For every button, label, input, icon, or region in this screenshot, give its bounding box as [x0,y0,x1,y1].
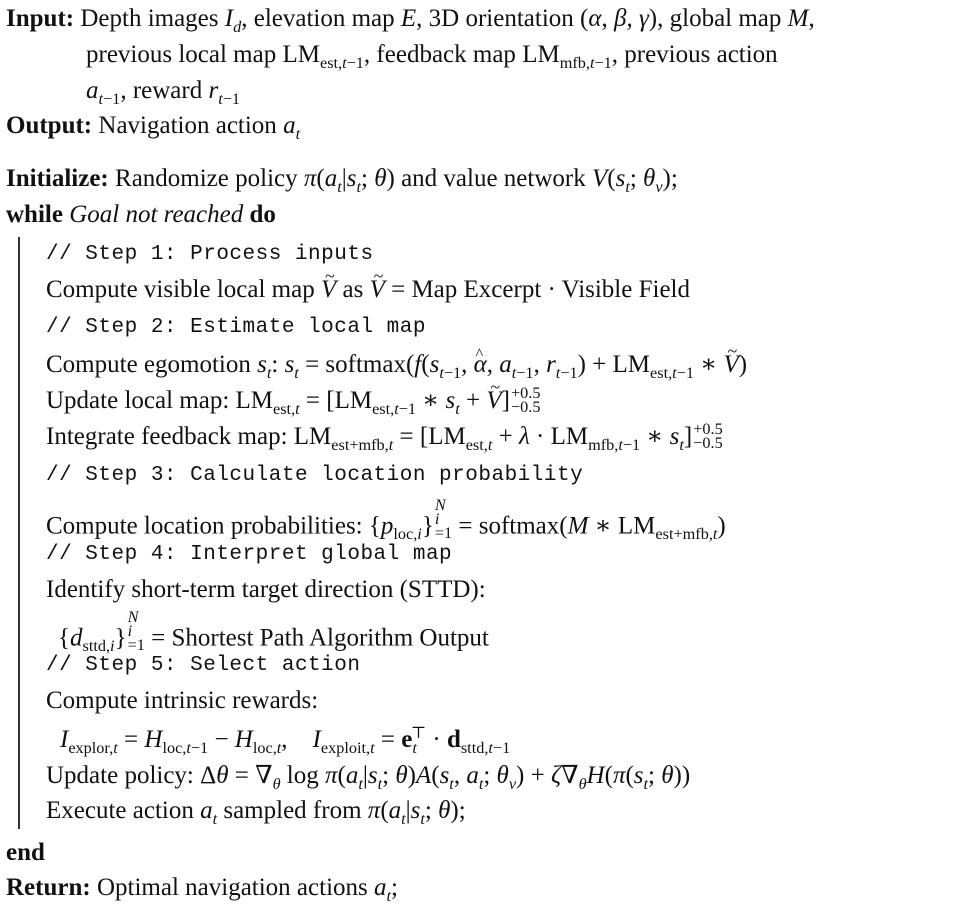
output-keyword: Output: [6,112,93,139]
initialize-keyword: Initialize: [6,165,109,192]
comment-step-3: // Step 3: Calculate location probability [46,464,584,487]
comment-step-5: // Step 5: Select action [46,654,361,677]
end-keyword: end [6,839,45,866]
step-update-policy: Update policy: $\Delta\theta = \nabla_\theta$ $\log \pi(a_t|s_t$; $\theta)A(s_t$, $a_t$; $\theta_v) + \zeta\nabla_\theta H(\pi(s_t$; θ)) [46,762,691,793]
input-line-3: $a_{t-1}$, reward $r_{t-1}$ [86,77,241,108]
step-location-probabilities: Compute location probabilities: $\{p_{loc,i}\}$ N i =1 = softmax(M ∗ $LM_{est+mfb,t}$) [46,496,726,544]
input-line-1: Input: Depth images $I_d$, elevation map E, 3D orientation (α, β, γ), global map M, [6,5,815,36]
return-keyword: Return: [6,874,91,901]
step-egomotion: Compute egomotion $s_t$: $s_t$ = $softmax(f(s_{t-1}$, ^ α, $a_{t-1}$, $r_{t-1}) + LM_{est,t-1}$ ∗ ~ V) [46,350,747,380]
do-keyword: do [249,201,276,228]
comment-step-2: // Step 2: Estimate local map [46,316,426,339]
initialize-line: Initialize: Randomize policy $\pi(a_t|s_t$; θ) and value network $V(s_t$; $\theta_v$); [6,165,678,196]
step-execute-action: Execute action $a_t$ sampled from $\pi(a_t|s_t$; θ); [46,797,466,828]
step-intrinsic-rewards: Compute intrinsic rewards: [46,687,319,714]
step-visible-map: Compute visible local map ~ V as ~ V = Map Excerpt · Visible Field [46,275,690,305]
loop-condition: Goal not reached [69,201,244,228]
step-integrate-feedback: Integrate feedback map: $LM_{est+mfb,t} = [LM_{est,t} + \lambda \cdot LM_{mfb,t-1}$ ∗ $s_t$] +0.5 −0.5 [46,420,723,454]
comment-step-4: // Step 4: Interpret global map [46,543,453,566]
output-line: Output: Navigation action $a_t$ [6,112,301,143]
step-identify-sttd: Identify short-term target direction (STTD): [46,576,486,603]
input-keyword: Input: [6,5,75,32]
while-line [6,200,276,230]
step-update-local-map: Update local map: $LM_{est,t} = [LM_{est,t-1}$ ∗ $s_t$ + ~ V] +0.5 −0.5 [46,386,540,416]
loop-body-rule [18,237,20,829]
step-shortest-path: $\{d_{sttd,i}\}$ N i =1 = Shortest Path Algorithm Output [58,608,489,656]
comment-step-1: // Step 1: Process inputs [46,243,374,266]
step-reward-formulas: $I_{explor,t} = H_{loc,t-1} - H_{loc,t}$, $I_{exploit,t} = e_t^⊤ \cdot d_{sttd,t-1}$ [60,724,511,757]
input-line-2: previous local map $LM_{est,t-1}$, feedback map $LM_{mfb,t-1}$, previous action [86,41,778,72]
while-keyword: while [6,201,63,228]
return-line: Return: Optimal navigation actions $a_t$; [6,874,398,905]
